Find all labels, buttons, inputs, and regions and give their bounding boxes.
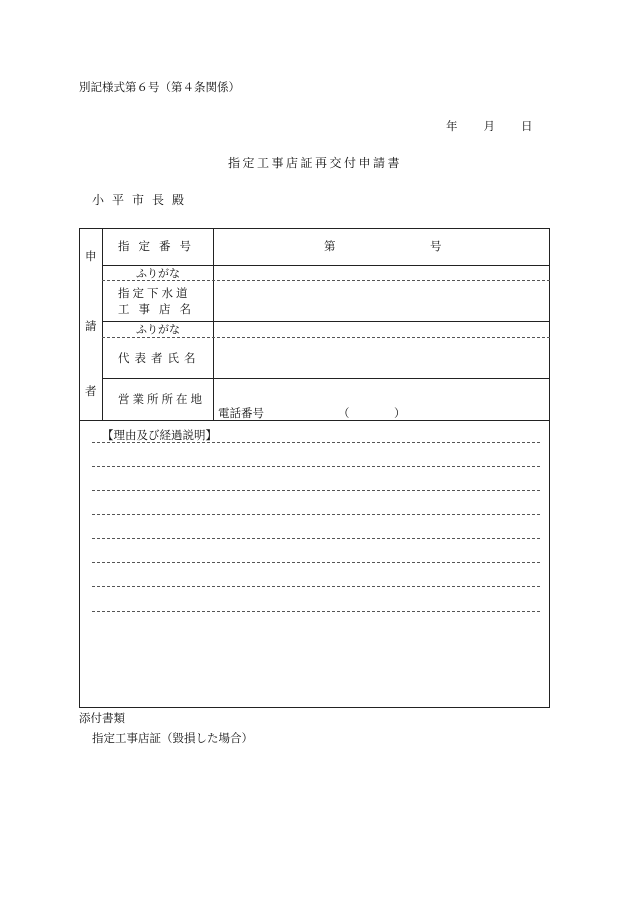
furigana-line-2 — [102, 337, 550, 338]
date-month-label: 月 — [483, 119, 495, 133]
application-form-box — [79, 228, 550, 708]
furigana-line-1 — [102, 280, 550, 281]
date-line — [446, 121, 533, 133]
row-line-1 — [102, 265, 550, 266]
attachments-item: 指定工事店証（毀損した場合） — [92, 731, 253, 745]
addressee: 小平市長殿 — [92, 193, 193, 207]
reason-label: 【理由及び経過説明】 — [102, 428, 217, 442]
side-label-shin: 申 — [85, 249, 97, 263]
contractor-name-label-line1: 指定下水道 — [118, 286, 191, 300]
designation-number-label: 指定番号 — [118, 239, 200, 253]
side-label-sei: 請 — [85, 319, 97, 333]
form-number: 別記様式第６号（第４条関係） — [79, 80, 240, 94]
furigana-label-2: ふりがな — [136, 323, 180, 336]
reason-line — [92, 538, 540, 539]
furigana-label-1: ふりがな — [136, 267, 180, 280]
reason-line — [92, 562, 540, 563]
date-day-label: 日 — [521, 119, 533, 133]
side-column-divider — [102, 229, 103, 420]
reason-line — [92, 466, 540, 467]
section-divider — [80, 420, 550, 421]
office-address-label: 営業所所在地 — [118, 392, 205, 406]
reason-line — [92, 442, 540, 443]
reason-line — [92, 514, 540, 515]
phone-label: 電話番号 — [218, 406, 264, 420]
reason-line — [92, 490, 540, 491]
reason-line — [92, 611, 540, 612]
row-line-2 — [102, 321, 550, 322]
designation-number-prefix: 第 — [324, 239, 336, 253]
attachments-label: 添付書類 — [79, 711, 125, 725]
contractor-name-label-line2: 工事店名 — [118, 302, 200, 316]
phone-paren-open: （ — [338, 406, 350, 420]
document-title: 指定工事店証再交付申請書 — [227, 156, 402, 170]
phone-paren-close: ） — [394, 406, 406, 420]
label-column-divider — [213, 229, 214, 420]
date-year-label: 年 — [446, 119, 458, 133]
designation-number-suffix: 号 — [430, 239, 442, 253]
representative-label: 代表者氏名 — [118, 351, 201, 365]
side-label-sha: 者 — [85, 384, 97, 398]
row-line-3 — [102, 378, 550, 379]
reason-line — [92, 586, 540, 587]
